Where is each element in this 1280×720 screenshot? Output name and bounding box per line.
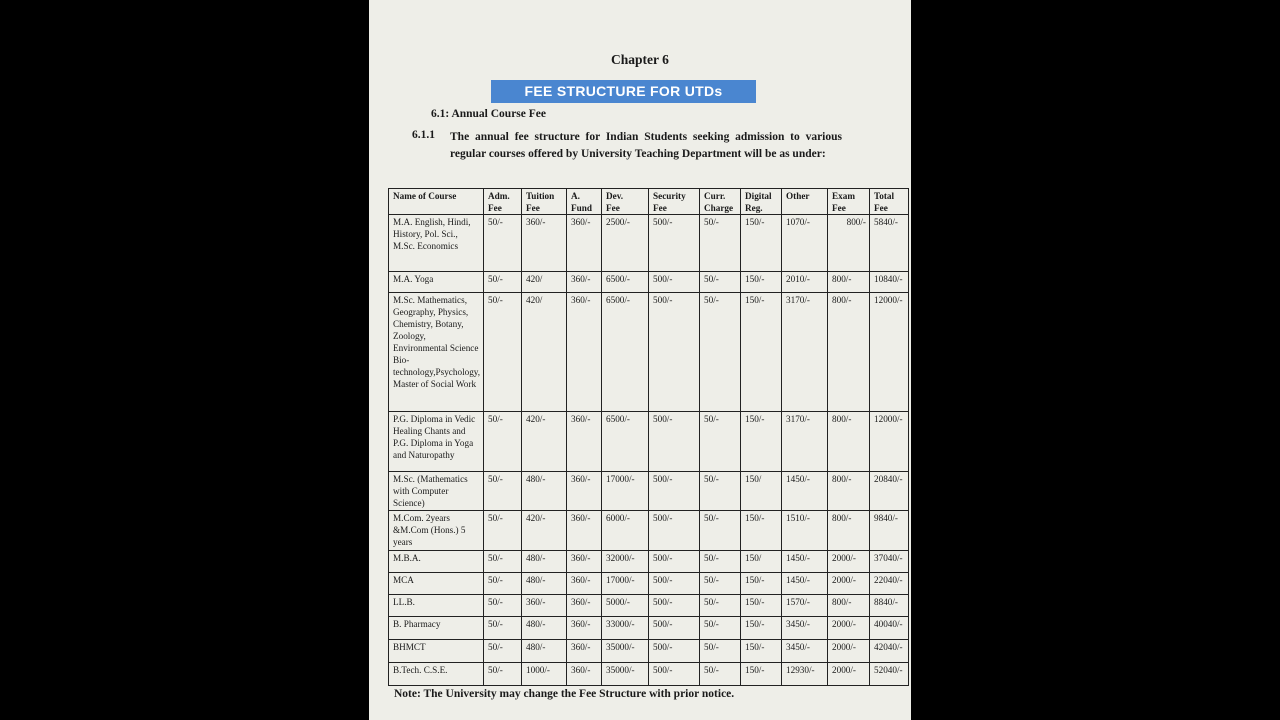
cell-course-name: M.A. Yoga bbox=[389, 272, 484, 293]
cell-digital-reg: 150/ bbox=[741, 472, 782, 511]
cell-curr-charge: 50/- bbox=[700, 640, 741, 663]
cell-other: 2010/- bbox=[782, 272, 828, 293]
header-curr-charge: Curr. Charge bbox=[700, 189, 741, 215]
cell-tuition-fee: 420/- bbox=[522, 412, 567, 472]
cell-security-fee: 500/- bbox=[649, 215, 700, 272]
cell-security-fee: 500/- bbox=[649, 640, 700, 663]
cell-adm-fee: 50/- bbox=[484, 272, 522, 293]
cell-exam-fee: 2000/- bbox=[828, 663, 870, 686]
table-row bbox=[389, 551, 909, 573]
cell-curr-charge: 50/- bbox=[700, 663, 741, 686]
cell-other: 3170/- bbox=[782, 412, 828, 472]
cell-total-fee: 20840/- bbox=[870, 472, 909, 511]
cell-dev-fee: 6000/- bbox=[602, 511, 649, 551]
cell-adm-fee: 50/- bbox=[484, 472, 522, 511]
cell-tuition-fee: 480/- bbox=[522, 640, 567, 663]
cell-security-fee: 500/- bbox=[649, 412, 700, 472]
cell-adm-fee: 50/- bbox=[484, 573, 522, 595]
cell-exam-fee: 800/- bbox=[828, 412, 870, 472]
cell-exam-fee: 2000/- bbox=[828, 551, 870, 573]
cell-course-name: M.Com. 2years &M.Com (Hons.) 5 years bbox=[389, 511, 484, 551]
cell-total-fee: 8840/- bbox=[870, 595, 909, 617]
cell-security-fee: 500/- bbox=[649, 663, 700, 686]
cell-adm-fee: 50/- bbox=[484, 640, 522, 663]
cell-security-fee: 500/- bbox=[649, 595, 700, 617]
cell-total-fee: 12000/- bbox=[870, 412, 909, 472]
cell-total-fee: 42040/- bbox=[870, 640, 909, 663]
cell-course-name: LL.B. bbox=[389, 595, 484, 617]
table-row bbox=[389, 272, 909, 293]
cell-total-fee: 22040/- bbox=[870, 573, 909, 595]
cell-other: 3170/- bbox=[782, 293, 828, 412]
table-row bbox=[389, 617, 909, 640]
cell-digital-reg: 150/- bbox=[741, 412, 782, 472]
fee-table bbox=[388, 188, 909, 686]
table-row bbox=[389, 412, 909, 472]
cell-curr-charge: 50/- bbox=[700, 573, 741, 595]
cell-other: 1450/- bbox=[782, 573, 828, 595]
cell-curr-charge: 50/- bbox=[700, 617, 741, 640]
cell-security-fee: 500/- bbox=[649, 573, 700, 595]
cell-a-fund: 360/- bbox=[567, 595, 602, 617]
cell-security-fee: 500/- bbox=[649, 472, 700, 511]
cell-adm-fee: 50/- bbox=[484, 412, 522, 472]
cell-adm-fee: 50/- bbox=[484, 663, 522, 686]
cell-digital-reg: 150/- bbox=[741, 293, 782, 412]
cell-total-fee: 37040/- bbox=[870, 551, 909, 573]
cell-course-name: MCA bbox=[389, 573, 484, 595]
cell-adm-fee: 50/- bbox=[484, 595, 522, 617]
header-exam-fee: Exam Fee bbox=[828, 189, 870, 215]
cell-curr-charge: 50/- bbox=[700, 472, 741, 511]
cell-other: 1570/- bbox=[782, 595, 828, 617]
cell-total-fee: 12000/- bbox=[870, 293, 909, 412]
cell-course-name: BHMCT bbox=[389, 640, 484, 663]
cell-exam-fee: 800/- bbox=[828, 215, 870, 272]
cell-other: 12930/- bbox=[782, 663, 828, 686]
table-row bbox=[389, 663, 909, 686]
cell-dev-fee: 35000/- bbox=[602, 663, 649, 686]
header-total-fee: Total Fee bbox=[870, 189, 909, 215]
header-adm-fee: Adm. Fee bbox=[484, 189, 522, 215]
cell-digital-reg: 150/- bbox=[741, 663, 782, 686]
table-header-row bbox=[389, 189, 909, 215]
cell-other: 1070/- bbox=[782, 215, 828, 272]
cell-security-fee: 500/- bbox=[649, 617, 700, 640]
cell-exam-fee: 2000/- bbox=[828, 617, 870, 640]
cell-dev-fee: 6500/- bbox=[602, 272, 649, 293]
table-row bbox=[389, 472, 909, 511]
cell-a-fund: 360/- bbox=[567, 472, 602, 511]
cell-course-name: P.G. Diploma in Vedic Healing Chants and P.G. Diploma in Yoga and Naturopathy bbox=[389, 412, 484, 472]
cell-dev-fee: 5000/- bbox=[602, 595, 649, 617]
cell-adm-fee: 50/- bbox=[484, 511, 522, 551]
cell-dev-fee: 35000/- bbox=[602, 640, 649, 663]
cell-other: 3450/- bbox=[782, 617, 828, 640]
cell-course-name: M.Sc. Mathematics, Geography, Physics, Chemistry, Botany, Zoology, Environmental Science Bio-technology,Psychology, Master of Social Work bbox=[389, 293, 484, 412]
table-row bbox=[389, 215, 909, 272]
paragraph-number: 6.1.1 bbox=[412, 129, 435, 141]
cell-other: 1450/- bbox=[782, 472, 828, 511]
section-heading: 6.1: Annual Course Fee bbox=[431, 108, 546, 120]
cell-total-fee: 9840/- bbox=[870, 511, 909, 551]
header-tuition-fee: Tuition Fee bbox=[522, 189, 567, 215]
cell-tuition-fee: 1000/- bbox=[522, 663, 567, 686]
cell-dev-fee: 6500/- bbox=[602, 412, 649, 472]
cell-tuition-fee: 480/- bbox=[522, 551, 567, 573]
cell-curr-charge: 50/- bbox=[700, 595, 741, 617]
cell-course-name: B. Pharmacy bbox=[389, 617, 484, 640]
cell-dev-fee: 2500/- bbox=[602, 215, 649, 272]
paragraph-text: The annual fee structure for Indian Students seeking admission to various regular courses offered by University Teaching Department will be as under: bbox=[450, 131, 842, 160]
cell-adm-fee: 50/- bbox=[484, 551, 522, 573]
cell-dev-fee: 33000/- bbox=[602, 617, 649, 640]
cell-exam-fee: 800/- bbox=[828, 293, 870, 412]
section-banner: FEE STRUCTURE FOR UTDs bbox=[491, 80, 756, 103]
table-row bbox=[389, 293, 909, 412]
header-other: Other bbox=[782, 189, 828, 215]
cell-curr-charge: 50/- bbox=[700, 511, 741, 551]
cell-exam-fee: 800/- bbox=[828, 472, 870, 511]
cell-digital-reg: 150/- bbox=[741, 617, 782, 640]
cell-exam-fee: 2000/- bbox=[828, 573, 870, 595]
cell-dev-fee: 32000/- bbox=[602, 551, 649, 573]
header-digital-reg: Digital Reg. bbox=[741, 189, 782, 215]
cell-course-name: B.Tech. C.S.E. bbox=[389, 663, 484, 686]
cell-a-fund: 360/- bbox=[567, 640, 602, 663]
fee-table-body bbox=[389, 215, 909, 686]
cell-a-fund: 360/- bbox=[567, 412, 602, 472]
cell-adm-fee: 50/- bbox=[484, 293, 522, 412]
cell-total-fee: 10840/- bbox=[870, 272, 909, 293]
cell-a-fund: 360/- bbox=[567, 551, 602, 573]
cell-digital-reg: 150/- bbox=[741, 573, 782, 595]
cell-adm-fee: 50/- bbox=[484, 617, 522, 640]
cell-exam-fee: 800/- bbox=[828, 595, 870, 617]
header-a-fund: A. Fund bbox=[567, 189, 602, 215]
cell-course-name: M.A. English, Hindi, History, Pol. Sci., M.Sc. Economics bbox=[389, 215, 484, 272]
cell-exam-fee: 800/- bbox=[828, 511, 870, 551]
cell-tuition-fee: 360/- bbox=[522, 595, 567, 617]
cell-digital-reg: 150/- bbox=[741, 272, 782, 293]
cell-security-fee: 500/- bbox=[649, 293, 700, 412]
cell-total-fee: 40040/- bbox=[870, 617, 909, 640]
cell-exam-fee: 800/- bbox=[828, 272, 870, 293]
cell-total-fee: 5840/- bbox=[870, 215, 909, 272]
cell-dev-fee: 6500/- bbox=[602, 293, 649, 412]
cell-exam-fee: 2000/- bbox=[828, 640, 870, 663]
cell-a-fund: 360/- bbox=[567, 293, 602, 412]
table-row bbox=[389, 511, 909, 551]
cell-digital-reg: 150/- bbox=[741, 511, 782, 551]
cell-other: 1510/- bbox=[782, 511, 828, 551]
chapter-title: Chapter 6 bbox=[611, 52, 669, 67]
cell-curr-charge: 50/- bbox=[700, 412, 741, 472]
table-row bbox=[389, 595, 909, 617]
cell-a-fund: 360/- bbox=[567, 272, 602, 293]
header-dev-fee: Dev. Fee bbox=[602, 189, 649, 215]
cell-tuition-fee: 480/- bbox=[522, 617, 567, 640]
cell-tuition-fee: 480/- bbox=[522, 573, 567, 595]
cell-curr-charge: 50/- bbox=[700, 215, 741, 272]
cell-tuition-fee: 480/- bbox=[522, 472, 567, 511]
cell-a-fund: 360/- bbox=[567, 511, 602, 551]
cell-dev-fee: 17000/- bbox=[602, 573, 649, 595]
cell-curr-charge: 50/- bbox=[700, 551, 741, 573]
header-name-of-course: Name of Course bbox=[389, 189, 484, 215]
cell-security-fee: 500/- bbox=[649, 511, 700, 551]
cell-a-fund: 360/- bbox=[567, 215, 602, 272]
cell-adm-fee: 50/- bbox=[484, 215, 522, 272]
cell-a-fund: 360/- bbox=[567, 617, 602, 640]
table-row bbox=[389, 640, 909, 663]
table-row bbox=[389, 573, 909, 595]
cell-security-fee: 500/- bbox=[649, 551, 700, 573]
cell-course-name: M.Sc. (Mathematics with Computer Science) bbox=[389, 472, 484, 511]
cell-other: 1450/- bbox=[782, 551, 828, 573]
cell-course-name: M.B.A. bbox=[389, 551, 484, 573]
cell-curr-charge: 50/- bbox=[700, 293, 741, 412]
cell-tuition-fee: 420/ bbox=[522, 293, 567, 412]
cell-tuition-fee: 420/- bbox=[522, 511, 567, 551]
cell-total-fee: 52040/- bbox=[870, 663, 909, 686]
cell-a-fund: 360/- bbox=[567, 573, 602, 595]
cell-dev-fee: 17000/- bbox=[602, 472, 649, 511]
cell-curr-charge: 50/- bbox=[700, 272, 741, 293]
cell-digital-reg: 150/- bbox=[741, 640, 782, 663]
cell-digital-reg: 150/ bbox=[741, 551, 782, 573]
cell-a-fund: 360/- bbox=[567, 663, 602, 686]
document-page bbox=[369, 0, 911, 720]
cell-security-fee: 500/- bbox=[649, 272, 700, 293]
footnote: Note: The University may change the Fee Structure with prior notice. bbox=[394, 688, 735, 700]
header-security-fee: Security Fee bbox=[649, 189, 700, 215]
cell-digital-reg: 150/- bbox=[741, 215, 782, 272]
cell-tuition-fee: 420/ bbox=[522, 272, 567, 293]
cell-digital-reg: 150/- bbox=[741, 595, 782, 617]
cell-other: 3450/- bbox=[782, 640, 828, 663]
cell-tuition-fee: 360/- bbox=[522, 215, 567, 272]
